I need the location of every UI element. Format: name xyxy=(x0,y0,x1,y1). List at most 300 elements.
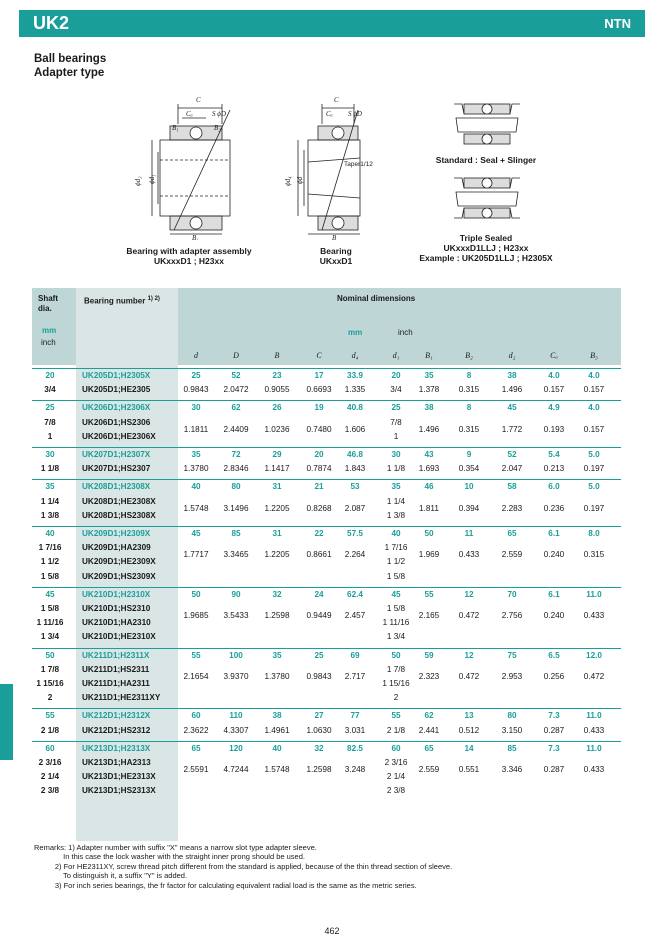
dim-value: 85 xyxy=(231,529,241,538)
dim-value-inch: 0.315 xyxy=(583,550,605,560)
dim-value: 38 xyxy=(424,403,434,413)
dim-value-inch: 3.248 xyxy=(344,765,366,775)
fig4-caption: Triple Sealed UKxxxD1LLJ ; H23xx Example : UK205D1LLJ ; H2305X xyxy=(419,233,553,263)
dim-value: 70 xyxy=(507,589,517,599)
dim-label-b1-bottom: B₁ xyxy=(192,234,199,240)
dim-value: 55 xyxy=(191,650,201,660)
dim-value: 6.1 xyxy=(548,589,560,599)
dim-value-inch: 0.433 xyxy=(583,611,605,621)
dim-value: 1 11/16 xyxy=(382,618,410,628)
dim-value: 3.031 xyxy=(344,725,366,735)
dim-value: 0.6693 xyxy=(306,385,332,395)
dim-value: 40.8 xyxy=(347,403,363,413)
dim-value-inch: 3.5433 xyxy=(223,611,249,621)
dim-value: 2.3622 xyxy=(183,725,209,735)
page-title: UK2 xyxy=(33,13,70,33)
dim-value: 38 xyxy=(507,371,517,380)
dim-value: 1 15/16 xyxy=(382,679,410,688)
dim-value: 4.0 xyxy=(588,371,600,380)
bearing-number: UK208D1;HE2308X xyxy=(82,496,156,506)
bearing-number: UK206D1;HE2306X xyxy=(82,431,156,441)
shaft-diameter: 1 3/4 xyxy=(40,632,60,642)
bearing-number: UK207D1;HS2307 xyxy=(82,464,151,474)
dim-value: 19 xyxy=(314,403,324,413)
dim-value: 12 xyxy=(464,650,474,660)
dim-value: 1.496 xyxy=(501,385,523,395)
dim-value-inch: 2.5591 xyxy=(183,765,209,775)
bearing-number: UK206D1;H2306X xyxy=(82,403,151,413)
dim-label-c: C xyxy=(196,96,201,104)
dim-value: 2 1/8 xyxy=(386,725,406,735)
dim-value: 24 xyxy=(314,589,324,599)
dim-value-inch: 1.0236 xyxy=(264,424,290,434)
dim-value-inch: 0.193 xyxy=(543,424,565,434)
dim-value: 35 xyxy=(424,371,434,380)
dim-value: 0.9055 xyxy=(264,385,290,395)
header-shaft-mm: mm xyxy=(42,326,57,335)
dim-value-inch: 3.3465 xyxy=(223,550,249,560)
dim-value-inch: 2.756 xyxy=(501,611,523,621)
dim-value: 45 xyxy=(191,529,201,538)
dim-value: 100 xyxy=(229,650,243,660)
dim-value: 25 xyxy=(314,650,324,660)
dim-value-inch: 1.9685 xyxy=(183,611,209,621)
dim-value: 2.047 xyxy=(501,464,523,474)
dim-value: 2 3/16 xyxy=(384,758,408,767)
dim-value: 2.441 xyxy=(418,725,440,735)
page-header-bar xyxy=(19,10,645,37)
dim-value-inch: 1.5748 xyxy=(264,765,290,775)
dim-value: 72 xyxy=(231,450,241,459)
dim-value: 80 xyxy=(231,482,241,492)
dim-value: 1.4961 xyxy=(264,725,290,735)
dim-value-inch: 2.283 xyxy=(501,503,523,513)
dim-value: 40 xyxy=(391,529,401,538)
dim-value: 55 xyxy=(391,711,401,721)
dim-value: 52 xyxy=(507,450,517,459)
bearing-number: UK210D1;HA2310 xyxy=(82,618,151,628)
shaft-diameter: 1 3/8 xyxy=(40,510,60,520)
shaft-diameter: 1 7/8 xyxy=(40,664,60,674)
dim-value: 0.213 xyxy=(543,464,565,474)
page-number: 462 xyxy=(324,926,340,936)
dim-value-inch: 4.7244 xyxy=(223,765,249,775)
dim-value: 1 1/8 xyxy=(386,464,406,474)
dim-value: 35 xyxy=(391,482,401,492)
dim-value-inch: 0.472 xyxy=(583,672,605,681)
dim-value: 11.0 xyxy=(586,589,602,599)
dim-value: 1.3780 xyxy=(183,464,209,474)
dim-value: 0.157 xyxy=(543,385,565,395)
column-header-0: d xyxy=(194,351,198,360)
fig1-caption: Bearing with adapter assembly UKxxxD1 ; H23xx xyxy=(126,246,252,266)
fig3-caption: Standard : Seal + Slinger xyxy=(435,155,537,165)
dim-value-inch: 1.3780 xyxy=(264,672,290,681)
dim-value: 40 xyxy=(191,482,201,492)
dim-value: 1.378 xyxy=(418,385,440,395)
bearing-number: UK205D1;H2305X xyxy=(82,371,151,380)
dim-value: 27 xyxy=(314,711,324,721)
dim-label-s-phid: S ϕD xyxy=(212,110,226,118)
shaft-diameter: 50 xyxy=(45,650,55,660)
dim-label-b2: B₂ xyxy=(214,124,221,132)
shaft-diameter: 2 1/8 xyxy=(40,725,60,735)
dim-value-inch: 0.433 xyxy=(458,550,480,560)
dim-value: 120 xyxy=(229,743,243,753)
dim-value: 0.157 xyxy=(583,385,605,395)
dim-value: 13 xyxy=(464,711,474,721)
dim-label-b: B xyxy=(332,234,337,240)
dim-value: 5.0 xyxy=(588,482,600,492)
dim-value: 1.1417 xyxy=(264,464,290,474)
dim-label-ca: Cₐ xyxy=(326,110,333,118)
dim-value: 22 xyxy=(314,529,324,538)
dim-value-inch: 0.236 xyxy=(543,503,565,513)
dim-value: 62 xyxy=(424,711,434,721)
dim-value: 60 xyxy=(191,711,201,721)
dim-value: 3/4 xyxy=(390,385,402,395)
header-bearing-number: Bearing number $^{1) 2)}$ xyxy=(84,296,160,306)
shaft-diameter: 1 5/8 xyxy=(40,604,60,613)
dim-value: 7/8 xyxy=(390,417,402,427)
bearing-number: UK213D1;HS2313X xyxy=(82,786,156,796)
dim-value-inch: 1.2205 xyxy=(264,550,290,560)
section-subtitle xyxy=(34,52,106,80)
dim-value-inch: 0.433 xyxy=(583,765,605,775)
dim-value: 77 xyxy=(350,711,360,721)
shaft-diameter: 2 3/8 xyxy=(40,786,60,796)
dim-value-inch: 1.7717 xyxy=(183,550,209,560)
dim-value: 3.150 xyxy=(501,725,523,735)
dim-value: 2 xyxy=(393,693,399,703)
dim-label-d: ϕd xyxy=(296,176,304,184)
dim-value: 35 xyxy=(191,450,201,459)
dim-value: 58 xyxy=(507,482,517,492)
dim-label-b1: B₁ xyxy=(172,124,179,132)
bearing-drawing xyxy=(282,90,392,240)
shaft-diameter: 3/4 xyxy=(44,385,56,395)
dim-value: 65 xyxy=(424,743,434,753)
column-header-1: D xyxy=(233,351,239,360)
dim-value: 6.0 xyxy=(548,482,560,492)
dim-value: 2.8346 xyxy=(223,464,249,474)
dim-value-inch: 1.772 xyxy=(501,424,523,434)
dim-value-inch: 2.559 xyxy=(501,550,523,560)
column-header-4: d₄ xyxy=(351,351,359,360)
dim-value: 6.1 xyxy=(548,529,560,538)
dim-value: 9 xyxy=(466,450,472,459)
header-nominal-mm: mm xyxy=(348,328,363,337)
dim-value: 25 xyxy=(191,371,201,380)
dim-value: 1 3/8 xyxy=(386,510,406,520)
dim-value-inch: 0.197 xyxy=(583,503,605,513)
dim-value: 45 xyxy=(507,403,517,413)
dim-value: 11.0 xyxy=(586,711,602,721)
dim-value: 8.0 xyxy=(588,529,600,538)
dim-value-inch: 1.2598 xyxy=(306,765,332,775)
dim-value: 30 xyxy=(391,450,401,459)
section-tab-marker xyxy=(0,684,13,760)
dim-value: 1.0630 xyxy=(306,725,332,735)
column-header-7: B₂ xyxy=(465,351,473,360)
dim-value: 75 xyxy=(507,650,517,660)
column-header-8: d₂ xyxy=(508,351,516,360)
dim-value: 10 xyxy=(464,482,474,492)
dim-label-s-phid: S ϕD xyxy=(348,110,362,118)
dim-value: 62.4 xyxy=(347,589,363,599)
dim-value-inch: 2.1654 xyxy=(183,672,209,681)
dim-value: 1 3/4 xyxy=(386,632,406,642)
dim-value: 0.433 xyxy=(583,725,605,735)
dim-value: 43 xyxy=(424,450,434,459)
dim-value-inch: 3.346 xyxy=(501,765,523,775)
dim-value-inch: 0.240 xyxy=(543,611,565,621)
bearing-number: UK209D1;H2309X xyxy=(82,529,151,538)
dim-value-inch: 3.1496 xyxy=(223,503,249,513)
dim-value: 53 xyxy=(350,482,360,492)
dim-value: 17 xyxy=(314,371,324,380)
dim-value: 20 xyxy=(391,371,401,380)
dim-value: 62 xyxy=(231,403,241,413)
dim-value: 32 xyxy=(272,589,282,599)
column-header-9: Cₐ xyxy=(550,351,558,360)
dim-value: 11.0 xyxy=(586,743,602,753)
dim-value-inch: 0.8661 xyxy=(306,550,332,560)
dim-value: 23 xyxy=(272,371,282,380)
dim-value: 6.5 xyxy=(548,650,560,660)
column-header-3: C xyxy=(316,351,322,360)
dim-value: 1.843 xyxy=(344,464,366,474)
dim-value-inch: 1.1811 xyxy=(183,424,209,434)
dim-value-inch: 0.315 xyxy=(458,424,480,434)
dim-value: 46 xyxy=(424,482,434,492)
shaft-diameter: 2 1/4 xyxy=(40,772,60,782)
dim-label-d2: ϕd₂ xyxy=(134,176,142,186)
dim-value: 21 xyxy=(314,482,324,492)
dim-value: 29 xyxy=(272,450,282,459)
dim-value: 4.0 xyxy=(548,371,560,380)
dim-value-inch: 2.165 xyxy=(418,611,440,621)
dim-value: 57.5 xyxy=(347,529,363,538)
dim-value: 0.512 xyxy=(458,725,480,735)
bearing-number: UK213D1;H2313X xyxy=(82,743,151,753)
dim-value: 1 7/8 xyxy=(386,664,406,674)
dim-value-inch: 0.256 xyxy=(543,672,565,681)
bearing-number: UK210D1;HS2310 xyxy=(82,604,151,613)
bearing-number: UK212D1;H2312X xyxy=(82,711,151,721)
bearing-number: UK207D1;H2307X xyxy=(82,450,151,459)
remarks-text: Remarks: 1) Adapter number with suffix "X" means a narrow slot type adapter sleeve. In this case the lock washer with the straight inner prong should be used. 2) For HE2311XY, screw thread pitch different from the standard is applied, because of the thin thread section of sleeve. To distinguish it, a suffix "Y" is added. 3) For inch series bearings, the fr factor for calculating equivalent radial load is the same as the metric series. xyxy=(34,843,453,890)
dim-value-inch: 2.087 xyxy=(344,503,366,513)
standard-seal-drawing xyxy=(452,98,522,150)
dim-value: 31 xyxy=(272,529,282,538)
dim-value-inch: 0.287 xyxy=(543,765,565,775)
shaft-diameter: 20 xyxy=(45,371,55,380)
dim-value-inch: 1.496 xyxy=(418,424,440,434)
dim-value: 2 1/4 xyxy=(386,772,406,782)
dim-value-inch: 0.551 xyxy=(458,765,480,775)
bearing-number: UK213D1;HE2313X xyxy=(82,772,156,782)
dim-value: 0.315 xyxy=(458,385,480,395)
shaft-diameter: 1 5/8 xyxy=(40,571,60,581)
bearing-number: UK210D1;H2310X xyxy=(82,589,151,599)
dim-value: 4.0 xyxy=(588,403,600,413)
dim-value: 1.693 xyxy=(418,464,440,474)
dim-value: 33.9 xyxy=(347,371,363,380)
shaft-diameter: 55 xyxy=(45,711,55,721)
bearing-number: UK209D1;HA2309 xyxy=(82,543,151,553)
dim-value: 85 xyxy=(507,743,517,753)
dim-value: 1 1/4 xyxy=(386,496,406,506)
shaft-diameter: 1 15/16 xyxy=(36,679,64,688)
brand-logo: NTN xyxy=(604,16,631,31)
dim-value: 4.9 xyxy=(548,403,560,413)
dim-value: 90 xyxy=(231,589,241,599)
dim-value: 0.197 xyxy=(583,464,605,474)
dim-value: 1 5/8 xyxy=(386,571,406,581)
dim-value-inch: 2.323 xyxy=(418,672,440,681)
dim-value: 1 1/2 xyxy=(386,557,406,567)
dim-label-d1: ϕd₁ xyxy=(148,174,156,184)
bearing-number: UK208D1;HS2308X xyxy=(82,510,156,520)
dim-value: 30 xyxy=(191,403,201,413)
dim-value-inch: 2.457 xyxy=(344,611,366,621)
header-shaft: Shaft dia. xyxy=(38,294,58,313)
dim-value: 45 xyxy=(391,589,401,599)
dim-value: 20 xyxy=(314,450,324,459)
dim-value: 32 xyxy=(314,743,324,753)
shaft-diameter: 40 xyxy=(45,529,55,538)
bearing-adapter-assembly-drawing xyxy=(130,90,240,240)
dim-value: 0.287 xyxy=(543,725,565,735)
fig2-caption: Bearing UKxxD1 xyxy=(319,246,353,266)
dim-value: 1 xyxy=(393,431,399,441)
dim-value: 82.5 xyxy=(347,743,363,753)
dim-value-inch: 2.264 xyxy=(344,550,366,560)
column-header-2: B xyxy=(274,351,280,360)
dim-value: 65 xyxy=(507,529,517,538)
shaft-diameter: 35 xyxy=(45,482,55,492)
dim-value-inch: 2.717 xyxy=(344,672,366,681)
dim-value-inch: 1.5748 xyxy=(183,503,209,513)
dim-value: 12.0 xyxy=(586,650,602,660)
dim-value: 7.3 xyxy=(548,743,560,753)
shaft-diameter: 60 xyxy=(45,743,55,753)
dim-value-inch: 1.2598 xyxy=(264,611,290,621)
dim-value: 8 xyxy=(466,403,472,413)
header-nominal-inch: inch xyxy=(398,328,413,337)
shaft-diameter: 7/8 xyxy=(44,417,56,427)
dim-label-ca: Cₐ xyxy=(186,110,193,118)
column-header-5: d₁ xyxy=(392,351,400,360)
dim-value-inch: 1.811 xyxy=(419,503,439,513)
header-nominal-dimensions: Nominal dimensions xyxy=(337,294,416,303)
column-header-10: B₃ xyxy=(590,351,598,360)
dim-value: 4.3307 xyxy=(223,725,249,735)
shaft-diameter: 45 xyxy=(45,589,55,599)
bearing-number: UK211D1;HA2311 xyxy=(82,679,150,688)
bearing-number: UK209D1;HE2309X xyxy=(82,557,156,567)
dim-value-inch: 3.9370 xyxy=(223,672,249,681)
bearing-number: UK211D1;HE2311XY xyxy=(82,693,161,703)
dim-value: 38 xyxy=(272,711,282,721)
dim-value: 52 xyxy=(231,371,241,380)
dim-value: 1 7/16 xyxy=(384,543,408,553)
dim-value: 59 xyxy=(424,650,434,660)
dim-value-inch: 0.8268 xyxy=(306,503,332,513)
dim-value: 5.0 xyxy=(588,450,600,459)
dim-value-inch: 1.606 xyxy=(344,424,366,434)
dim-value: 60 xyxy=(391,743,401,753)
dim-value: 80 xyxy=(507,711,517,721)
dim-value-inch: 1.2205 xyxy=(264,503,290,513)
shaft-diameter: 1 1/8 xyxy=(40,464,60,474)
shaft-diameter: 2 xyxy=(47,693,53,703)
dim-value: 7.3 xyxy=(548,711,560,721)
dim-value: 50 xyxy=(191,589,201,599)
dim-value: 55 xyxy=(424,589,434,599)
triple-sealed-drawing xyxy=(452,174,522,226)
dim-value: 26 xyxy=(272,403,282,413)
column-header-6: B₁ xyxy=(425,351,433,360)
bearing-number: UK212D1;HS2312 xyxy=(82,725,151,735)
shaft-diameter: 1 1/2 xyxy=(40,557,60,567)
bearing-number: UK208D1;H2308X xyxy=(82,482,151,492)
subtitle-line-1: Ball bearings xyxy=(34,53,107,65)
dim-value: 5.4 xyxy=(548,450,560,459)
dim-value: 12 xyxy=(464,589,474,599)
shaft-diameter: 1 xyxy=(47,431,53,441)
dim-value-inch: 2.559 xyxy=(418,765,440,775)
shaft-diameter: 1 11/16 xyxy=(36,618,64,628)
shaft-diameter: 25 xyxy=(45,403,55,413)
dim-value: 8 xyxy=(466,371,472,380)
header-shaft-inch: inch xyxy=(41,338,56,347)
taper-label: Taper1/12 xyxy=(344,161,373,168)
dim-value: 31 xyxy=(272,482,282,492)
shaft-diameter: 2 3/16 xyxy=(38,758,62,767)
dim-value: 11 xyxy=(464,529,474,538)
dim-value: 46.8 xyxy=(347,450,363,459)
bearing-number: UK211D1;H2311X xyxy=(82,650,150,660)
dim-value: 50 xyxy=(424,529,434,538)
subtitle-line-2: Adapter type xyxy=(34,67,105,79)
dim-value: 2.0472 xyxy=(223,385,249,395)
dim-value-inch: 2.953 xyxy=(501,672,523,681)
dim-value: 110 xyxy=(229,711,243,721)
bearing-number: UK209D1;HS2309X xyxy=(82,571,156,581)
dim-value-inch: 0.472 xyxy=(458,611,480,621)
bearing-number: UK213D1;HA2313 xyxy=(82,758,151,767)
dim-value: 0.354 xyxy=(458,464,480,474)
dim-value: 40 xyxy=(272,743,282,753)
dim-label-c: C xyxy=(334,96,339,104)
dim-value-inch: 0.9843 xyxy=(306,672,332,681)
bearing-number: UK210D1;HE2310X xyxy=(82,632,156,642)
dim-value: 65 xyxy=(191,743,201,753)
bearing-number: UK206D1;HS2306 xyxy=(82,417,151,427)
shaft-diameter: 1 1/4 xyxy=(40,496,60,506)
dim-value-inch: 0.157 xyxy=(583,424,605,434)
dim-value: 25 xyxy=(391,403,401,413)
dim-label-d4: ϕd₄ xyxy=(284,176,292,186)
dim-value-inch: 0.394 xyxy=(458,503,480,513)
dim-value-inch: 0.472 xyxy=(458,672,480,681)
dim-value: 0.7874 xyxy=(306,464,332,474)
dim-value: 0.9843 xyxy=(183,385,209,395)
dim-value-inch: 0.9449 xyxy=(306,611,332,621)
bearing-number: UK211D1;HS2311 xyxy=(82,664,150,674)
